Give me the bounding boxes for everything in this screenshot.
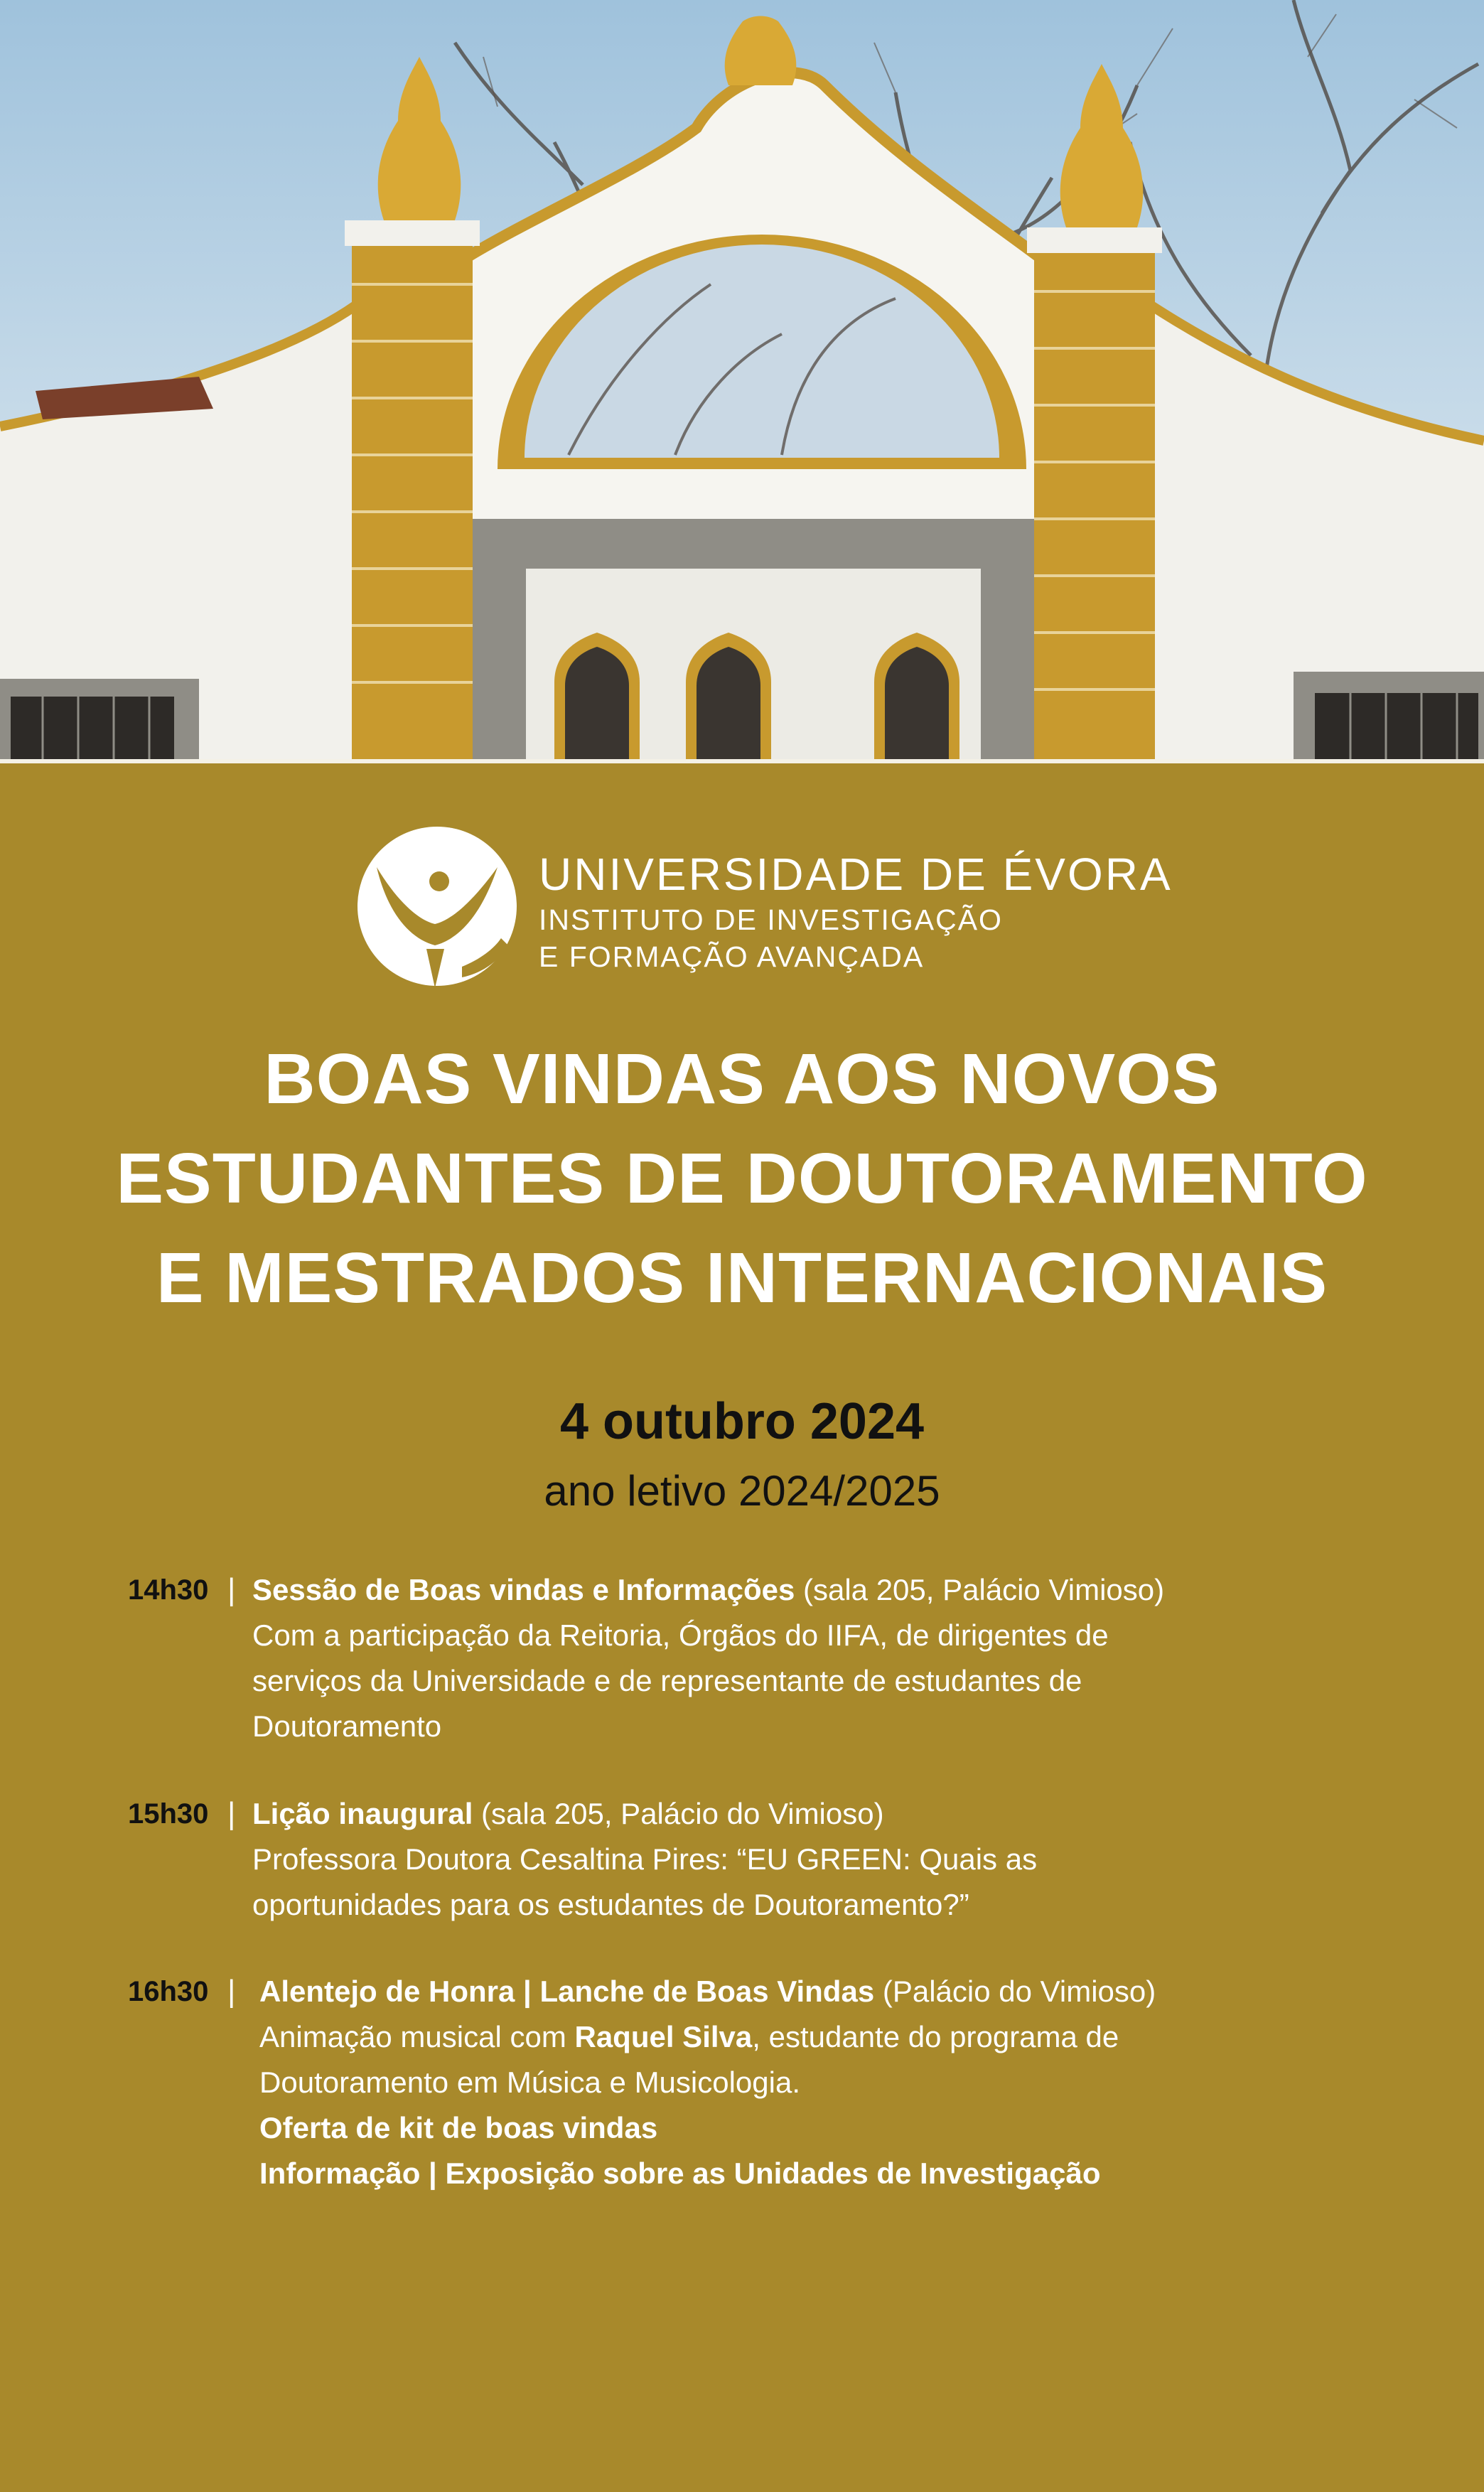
photo-divider bbox=[0, 759, 1484, 763]
schedule-time: 14h30 bbox=[128, 1574, 209, 1606]
schedule-time: 15h30 bbox=[128, 1798, 209, 1830]
logo-institute-line1: INSTITUTO DE INVESTIGAÇÃO bbox=[539, 903, 1003, 936]
event-date: 4 outubro 2024 bbox=[559, 1393, 925, 1450]
schedule-heading: Sessão de Boas vindas e Informações bbox=[252, 1573, 795, 1606]
bird-emblem-icon bbox=[355, 825, 519, 988]
header-photo bbox=[0, 0, 1484, 759]
schedule-detail: oportunidades para os estudantes de Doutoramento?” bbox=[252, 1888, 969, 1921]
schedule-detail: Doutoramento em Música e Musicologia. bbox=[259, 2066, 801, 2099]
schedule-location: (Palácio do Vimioso) bbox=[874, 1975, 1156, 2008]
event-title bbox=[0, 1029, 1484, 1328]
welcome-kit-note: Oferta de kit de boas vindas bbox=[259, 2111, 658, 2144]
performer-name: Raquel Silva bbox=[574, 2020, 753, 2053]
university-logo bbox=[355, 825, 1173, 988]
schedule-heading: Lição inaugural bbox=[252, 1797, 473, 1830]
academic-year: ano letivo 2024/2025 bbox=[544, 1467, 940, 1515]
logo-institute-line2: E FORMAÇÃO AVANÇADA bbox=[539, 940, 925, 973]
schedule-item bbox=[128, 1567, 1443, 1752]
title-line-2: ESTUDANTES DE DOUTORAMENTO bbox=[116, 1139, 1368, 1218]
schedule-heading: Alentejo de Honra | Lanche de Boas Vindas bbox=[259, 1975, 875, 2008]
schedule-separator: | bbox=[227, 1796, 236, 1831]
schedule-detail: , estudante do programa de bbox=[752, 2020, 1119, 2053]
schedule-separator: | bbox=[227, 1572, 236, 1607]
schedule-detail: Professora Doutora Cesaltina Pires: “EU GREEN: Quais as bbox=[252, 1842, 1038, 1876]
schedule-detail: Doutoramento bbox=[252, 1709, 442, 1743]
schedule-separator: | bbox=[227, 1974, 236, 2009]
title-line-3: E MESTRADOS INTERNACIONAIS bbox=[156, 1238, 1328, 1318]
schedule-item bbox=[128, 1969, 1443, 2203]
title-line-1: BOAS VINDAS AOS NOVOS bbox=[264, 1039, 1220, 1119]
schedule-location: (sala 205, Palácio do Vimioso) bbox=[473, 1797, 884, 1830]
exhibition-note: Informação | Exposição sobre as Unidades de Investigação bbox=[259, 2157, 1101, 2190]
schedule-location: (sala 205, Palácio Vimioso) bbox=[795, 1573, 1165, 1606]
schedule-item bbox=[128, 1791, 1443, 1933]
schedule-detail: Com a participação da Reitoria, Órgãos do IIFA, de dirigentes de bbox=[252, 1618, 1109, 1652]
schedule-time: 16h30 bbox=[128, 1976, 209, 2007]
schedule-detail: serviços da Universidade e de representante de estudantes de bbox=[252, 1664, 1082, 1697]
logo-university-name: UNIVERSIDADE DE ÉVORA bbox=[539, 849, 1173, 900]
schedule-detail: Animação musical com bbox=[259, 2020, 575, 2053]
